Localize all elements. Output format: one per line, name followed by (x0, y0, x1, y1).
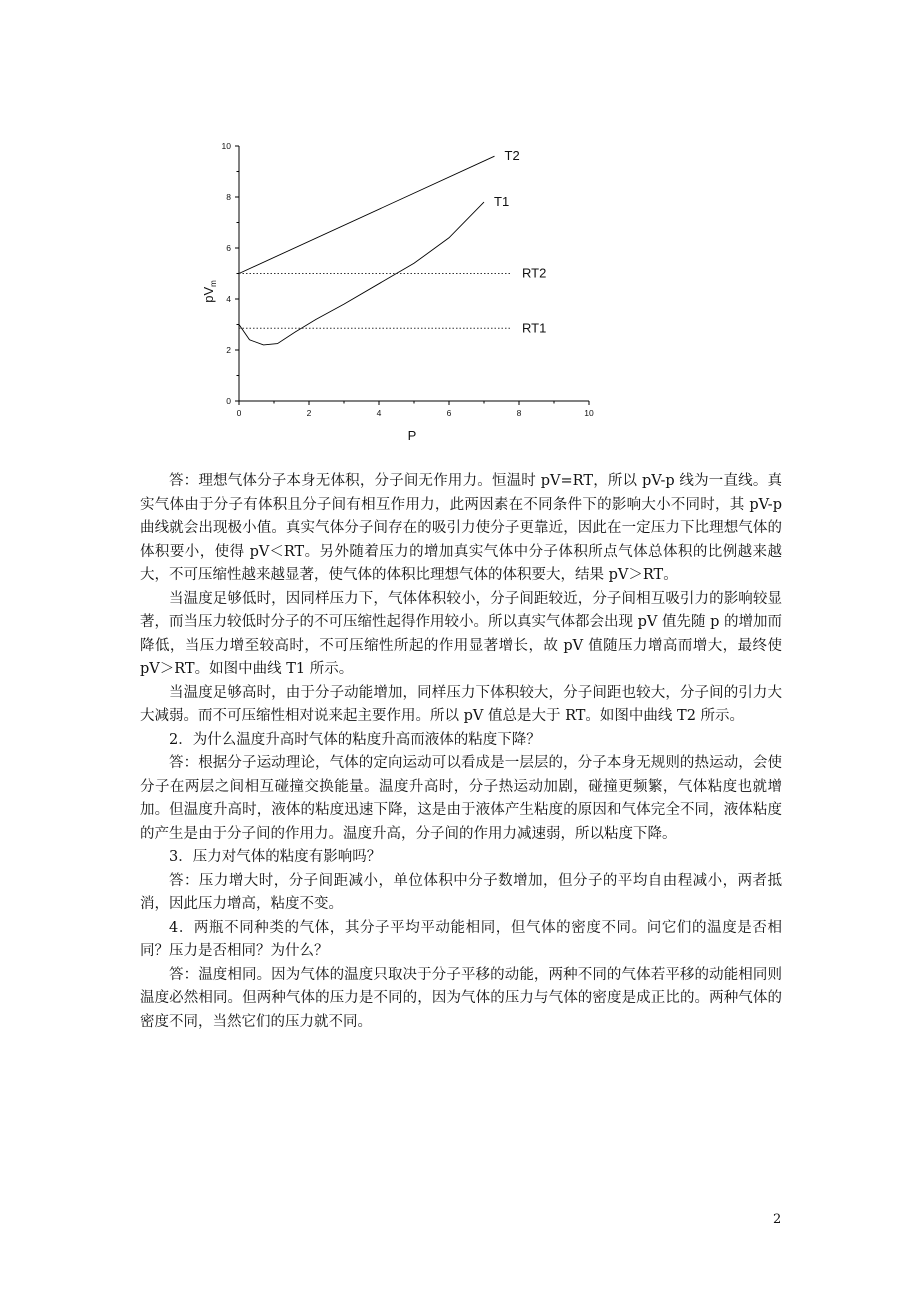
series-label-t2: T2 (504, 148, 520, 164)
y-tick-label: 2 (226, 345, 231, 355)
y-tick-label: 4 (226, 294, 231, 304)
x-tick-label: 0 (236, 408, 242, 418)
paragraph: 答：压力增大时，分子间距减小，单位体积中分子数增加，但分子的平均自由程减小，两者抵消，因此压力增高，粘度不变。 (140, 872, 782, 912)
y-axis-label: $pV_m$ (201, 280, 218, 303)
y-tick-label: 6 (226, 243, 231, 253)
paragraph: 当温度足够高时，由于分子动能增加，同样压力下体积较大，分子间距也较大，分子间的引力大大减弱。而不可压缩性相对说来起主要作用。所以 pV 值总是大于 RT。如图中曲线 T2 所示。 (140, 684, 782, 724)
x-axis-label: P (407, 428, 417, 443)
question-3: 3．压力对气体的粘度有影响吗？ (169, 849, 382, 865)
x-tick-label: 4 (376, 408, 382, 418)
answer-text (140, 470, 782, 1034)
page-number: 2 (773, 1212, 782, 1227)
y-tick-label: 10 (221, 141, 231, 151)
series-label-rt1: RT1 (522, 320, 547, 336)
series-label-rt2: RT2 (522, 265, 547, 281)
x-tick-label: 2 (306, 408, 312, 418)
y-tick-label: 0 (226, 396, 231, 406)
series-label-t1: T1 (494, 194, 510, 210)
y-tick-label: 8 (226, 192, 231, 202)
x-tick-label: 10 (584, 408, 594, 418)
question-4: 4．两瓶不同种类的气体，其分子平均平动能相同，但气体的密度不同。问它们的温度是否相同？压力是否相同？为什么？ (140, 919, 782, 959)
pv-p-chart (190, 128, 594, 448)
series-line-t2 (239, 156, 495, 273)
question-2: 2．为什么温度升高时气体的粘度升高而液体的粘度下降？ (169, 731, 541, 748)
paragraph: 答：根据分子运动理论，气体的定向运动可以看成是一层层的，分子本身无规则的热运动，会使分子在两层之间相互碰撞交换能量。温度升高时，分子热运动加剧，碰撞更频繁，气体粘度也就增加。但温度升高时，液体的粘度迅速下降，这是由于液体产生粘度的原因和气体完全不同，液体粘度的产生是由于分子间的作用力。温度升高，分子间的作用力减速弱，所以粘度下降。 (140, 755, 782, 842)
x-tick-label: 8 (516, 408, 522, 418)
paragraph: 答：理想气体分子本身无体积，分子间无作用力。恒温时 pV=RT，所以 pV-p 线为一直线。真实气体由于分子有体积且分子间有相互作用力，此两因素在不同条件下的影响大小不同时，其 pV-p 曲线就会出现极小值。真实气体分子间存在的吸引力使分子更靠近，因此在一定压力下比理想气体的体积要小，使得 pV＜RT。另外随着压力的增加真实气体中分子体积所点气体总体积的比例越来越大，不可压缩性越来越显著，使气体的体积比理想气体的体积要大，结果 pV＞RT。 (140, 473, 782, 583)
paragraph: 当温度足够低时，因同样压力下，气体体积较小，分子间距较近，分子间相互吸引力的影响较显著，而当压力较低时分子的不可压缩性起得作用较小。所以真实气体都会出现 pV 值先随 p 的增加而降低，当压力增至较高时，不可压缩性所起的作用显著增长，故 pV 值随压力增高而增大，最终使 pV＞RT。如图中曲线 T1 所示。 (140, 590, 782, 677)
x-tick-label: 6 (446, 408, 452, 418)
paragraph: 答：温度相同。因为气体的温度只取决于分子平移的动能，两种不同的气体若平移的动能相同则温度必然相同。但两种气体的压力是不同的，因为气体的压力与气体的密度是成正比的。两种气体的密度不同，当然它们的压力就不同。 (140, 966, 782, 1030)
